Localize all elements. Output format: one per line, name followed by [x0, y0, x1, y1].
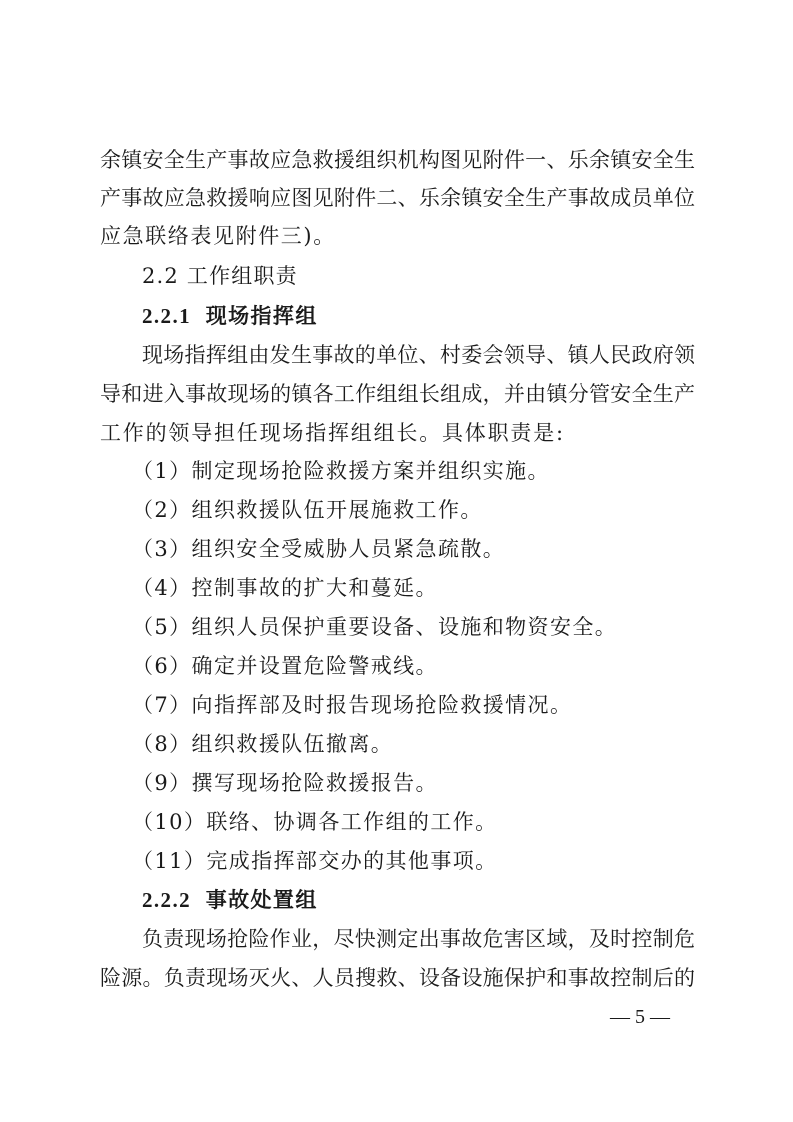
body-text-line: 工作的领导担任现场指挥组组长。具体职责是: — [100, 421, 565, 445]
list-item: （3）组织安全受威胁人员紧急疏散。 — [132, 537, 506, 561]
list-item: （4）控制事故的扩大和蔓延。 — [132, 576, 438, 600]
section-heading-2-2-1 — [142, 297, 695, 335]
list-item: （5）组织人员保护重要设备、设施和物资安全。 — [132, 615, 618, 639]
list-item: （7）向指挥部及时报告现场抢险救援情况。 — [132, 693, 573, 717]
body-text-line: 现场指挥组由发生事故的单位、村委会领导、镇人民政府领 — [142, 343, 695, 367]
section-number: 2.2.1 — [142, 304, 191, 328]
section-title: 现场指挥组 — [205, 303, 318, 328]
body-text-line: 产事故应急救援响应图见附件二、乐余镇安全生产事故成员单位 — [100, 186, 695, 210]
body-text-line: 险源。负责现场灭火、人员搜救、设备设施保护和事故控制后的 — [100, 966, 695, 990]
page-number: — 5 — — [610, 1006, 670, 1028]
section-title: 事故处置组 — [205, 887, 318, 912]
body-text-line: 应急联络表见附件三)。 — [100, 224, 336, 248]
list-item: （8）组织救援队伍撤离。 — [132, 732, 394, 756]
list-item: （2）组织救援队伍开展施救工作。 — [132, 498, 483, 522]
body-text-line: 导和进入事故现场的镇各工作组组长组成，并由镇分管安全生产 — [100, 382, 695, 406]
list-item: （9）撰写现场抢险救援报告。 — [132, 771, 438, 795]
section-number: 2.2.2 — [142, 888, 191, 912]
list-item: （10）联络、协调各工作组的工作。 — [132, 810, 498, 834]
section-heading-2-2-2 — [142, 881, 695, 919]
body-text-line: 余镇安全生产事故应急救援组织机构图见附件一、乐余镇安全生 — [100, 148, 695, 172]
section-heading-2-2: 2.2 工作组职责 — [142, 264, 298, 288]
list-item: （1）制定现场抢险救援方案并组织实施。 — [132, 459, 550, 483]
list-item: （11）完成指挥部交办的其他事项。 — [132, 849, 498, 873]
list-item: （6）确定并设置危险警戒线。 — [132, 654, 438, 678]
body-text-line: 负责现场抢险作业，尽快测定出事故危害区域，及时控制危 — [142, 927, 695, 951]
